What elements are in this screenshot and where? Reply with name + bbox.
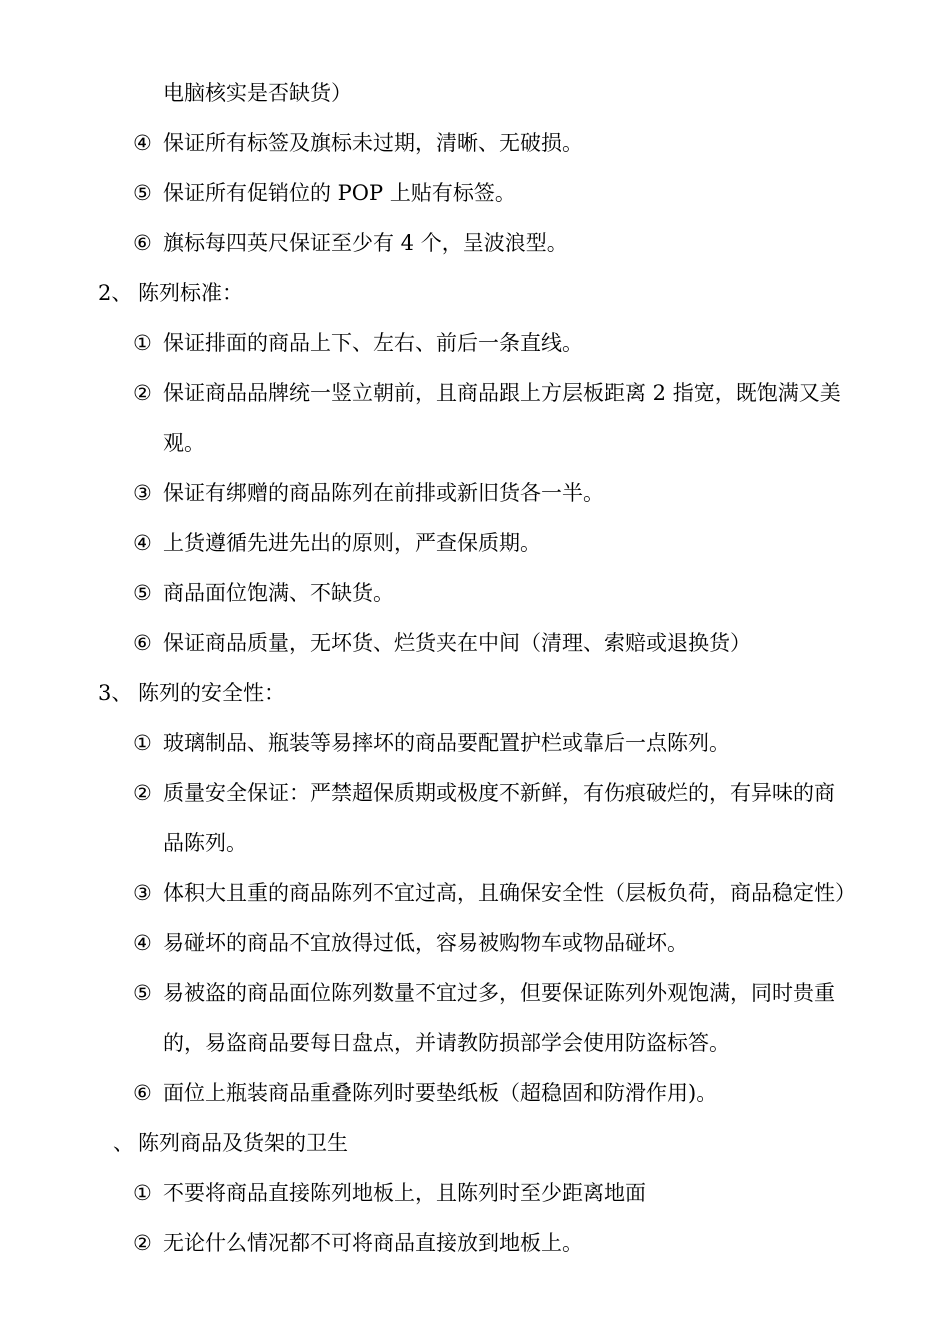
list-item <box>133 628 751 658</box>
item-marker: ① <box>133 331 152 355</box>
section-number: 、 <box>113 1131 134 1155</box>
item-text: 质量安全保证：严禁超保质期或极度不新鲜，有伤痕破烂的，有异味的商 <box>163 781 835 805</box>
item-marker: ① <box>133 1181 152 1205</box>
list-item <box>133 578 394 608</box>
section-heading-3 <box>98 678 285 708</box>
list-item <box>133 1178 646 1208</box>
item-text: 易碰坏的商品不宜放得过低，容易被购物车或物品碰坏。 <box>163 931 688 955</box>
item-text: 保证商品质量，无坏货、烂货夹在中间（清理、索赔或退换货） <box>163 631 751 655</box>
list-item <box>133 878 856 908</box>
item-text: 上货遵循先进先出的原则，严查保质期。 <box>163 531 541 555</box>
item-marker: ⑥ <box>133 631 152 655</box>
item-marker: ⑥ <box>133 231 152 255</box>
list-item <box>133 378 841 408</box>
section-title: 陈列标准： <box>138 281 243 305</box>
item-marker: ② <box>133 781 152 805</box>
item-marker: ② <box>133 381 152 405</box>
list-item <box>133 1228 583 1258</box>
list-item <box>133 728 730 758</box>
item-text: 保证商品品牌统一竖立朝前，且商品跟上方层板距离 2 指宽，既饱满又美 <box>163 381 841 405</box>
section-heading-2 <box>98 278 243 308</box>
item-marker: ⑤ <box>133 981 152 1005</box>
list-item <box>133 1078 717 1108</box>
item-text: 易被盗的商品面位陈列数量不宜过多，但要保证陈列外观饱满，同时贵重 <box>163 981 835 1005</box>
item-marker: ④ <box>133 131 152 155</box>
list-item <box>133 228 568 258</box>
list-item <box>133 328 583 358</box>
list-item <box>133 528 541 558</box>
item-text: 旗标每四英尺保证至少有 4 个，呈波浪型。 <box>163 231 568 255</box>
item-continuation: 的，易盗商品要每日盘点，并请教防损部学会使用防盗标答。 <box>163 1031 730 1055</box>
item-marker: ⑤ <box>133 581 152 605</box>
item-marker: ③ <box>133 481 152 505</box>
item-text: 商品面位饱满、不缺货。 <box>163 581 394 605</box>
section-number: 3、 <box>98 681 133 705</box>
item-marker: ② <box>133 1231 152 1255</box>
item-text: 玻璃制品、瓶装等易摔坏的商品要配置护栏或靠后一点陈列。 <box>163 731 730 755</box>
item-text: 保证所有标签及旗标未过期，清晰、无破损。 <box>163 131 583 155</box>
section-heading-4 <box>113 1128 348 1158</box>
list-item <box>133 178 516 208</box>
item-text: 无论什么情况都不可将商品直接放到地板上。 <box>163 1231 583 1255</box>
list-item <box>133 928 688 958</box>
section-title: 陈列的安全性： <box>138 681 285 705</box>
section-title: 陈列商品及货架的卫生 <box>138 1131 348 1155</box>
item-text: 保证所有促销位的 POP 上贴有标签。 <box>163 181 516 205</box>
item-marker: ⑥ <box>133 1081 152 1105</box>
item-continuation: 观。 <box>163 431 205 455</box>
item-text: 保证有绑赠的商品陈列在前排或新旧货各一半。 <box>163 481 604 505</box>
section-number: 2、 <box>98 281 133 305</box>
list-item <box>133 478 604 508</box>
item-text: 面位上瓶装商品重叠陈列时要垫纸板（超稳固和防滑作用)。 <box>163 1081 718 1105</box>
list-item <box>133 978 835 1008</box>
item-marker: ③ <box>133 881 152 905</box>
item-continuation: 品陈列。 <box>163 831 247 855</box>
item-marker: ① <box>133 731 152 755</box>
list-item <box>133 778 835 808</box>
item-marker: ④ <box>133 931 152 955</box>
item-text: 不要将商品直接陈列地板上，且陈列时至少距离地面 <box>163 1181 646 1205</box>
item-marker: ⑤ <box>133 181 152 205</box>
item-text: 体积大且重的商品陈列不宜过高，且确保安全性（层板负荷，商品稳定性） <box>163 881 856 905</box>
item-marker: ④ <box>133 531 152 555</box>
item-text: 保证排面的商品上下、左右、前后一条直线。 <box>163 331 583 355</box>
continuation-line: 电脑核实是否缺货） <box>163 81 352 105</box>
list-item <box>133 128 583 158</box>
